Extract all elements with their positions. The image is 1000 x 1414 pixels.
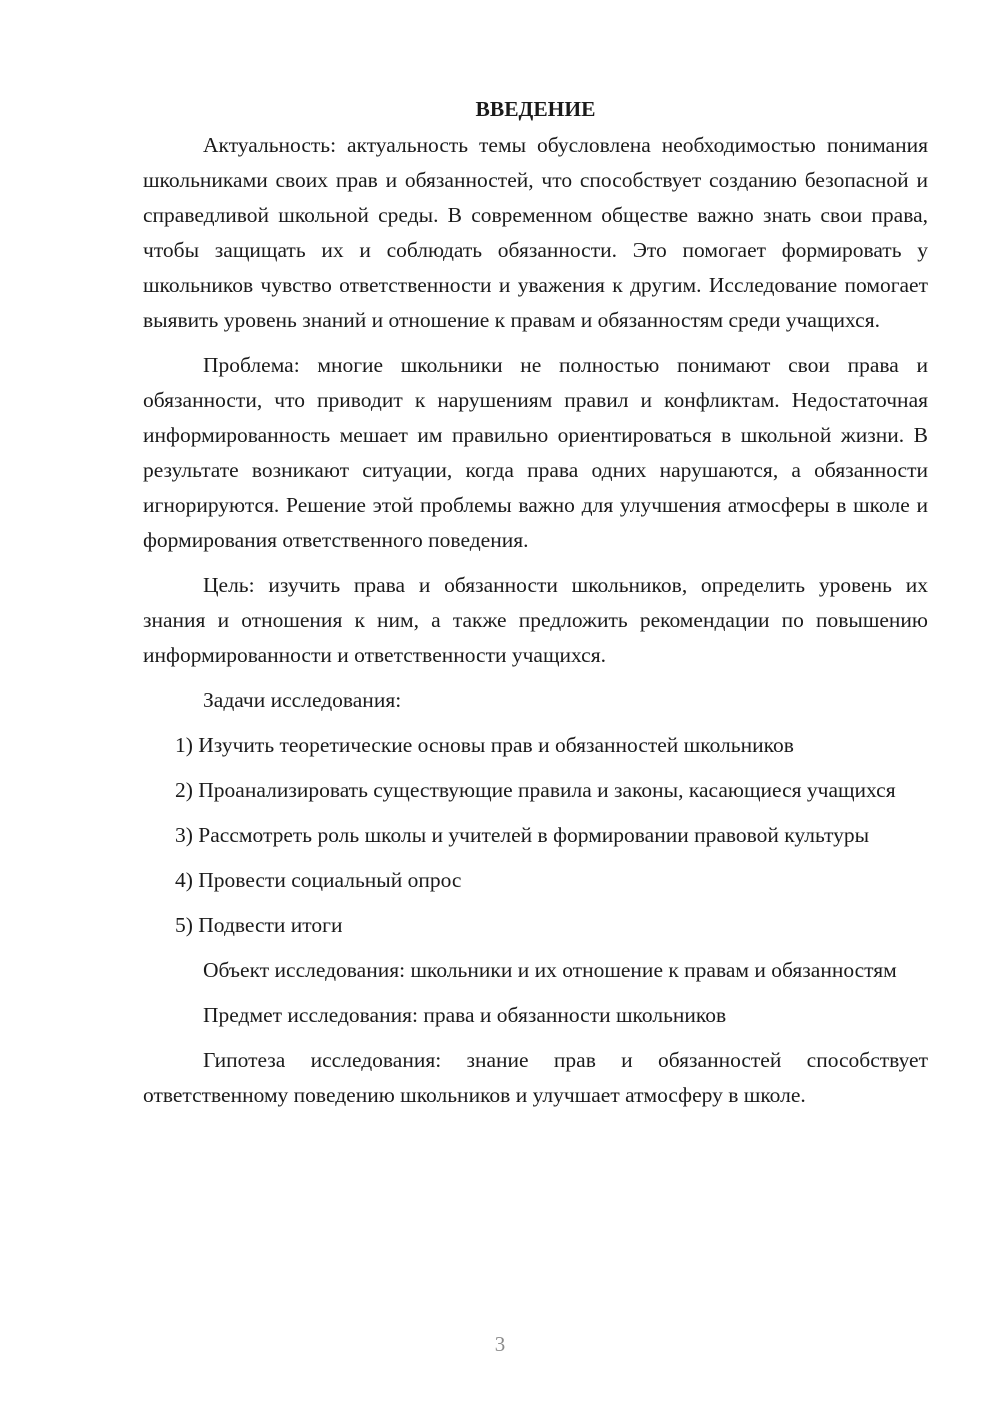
task-item-3: 3) Рассмотреть роль школы и учителей в формировании правовой культуры [175,823,870,847]
section-heading: ВВЕДЕНИЕ [475,97,596,121]
task-item-4: 4) Провести социальный опрос [175,868,462,892]
goal-paragraph: Цель: изучить права и обязанности школьников, определить уровень их знания и отношения к ним, а также предложить рекомендации по повышению информированности и ответственности учащихся. [143,573,928,667]
relevance-paragraph: Актуальность: актуальность темы обусловлена необходимостью понимания школьниками своих прав и обязанностей, что способствует созданию безопасной и справедливой школьной среды. В современном обществе важно знать свои права, чтобы защищать их и соблюдать обязанности. Это помогает формировать у школьников чувство ответственности и уважения к другим. Исследование помогает выявить уровень знаний и отношение к правам и обязанностям среди учащихся. [143,133,928,332]
hypothesis-paragraph: Гипотеза исследования: знание прав и обязанностей способствует ответственному поведению школьников и улучшает атмосферу в школе. [143,1048,928,1107]
task-item-5: 5) Подвести итоги [175,913,343,937]
subject-paragraph: Предмет исследования: права и обязанности школьников [203,1003,727,1027]
tasks-label: Задачи исследования: [203,688,402,712]
object-paragraph: Объект исследования: школьники и их отношение к правам и обязанностям [203,958,897,982]
page-number: 3 [494,1332,506,1356]
task-item-1: 1) Изучить теоретические основы прав и обязанностей школьников [175,733,794,757]
problem-paragraph: Проблема: многие школьники не полностью понимают свои права и обязанности, что приводит к нарушениям правил и конфликтам. Недостаточная информированность мешает им правильно ориентироваться в школьной жизни. В результате возникают ситуации, когда права одних нарушаются, а обязанности игнорируются. Решение этой проблемы важно для улучшения атмосферы в школе и формирования ответственного поведения. [143,353,928,552]
task-item-2: 2) Проанализировать существующие правила и законы, касающиеся учащихся [175,778,896,802]
document-page [143,92,928,1123]
